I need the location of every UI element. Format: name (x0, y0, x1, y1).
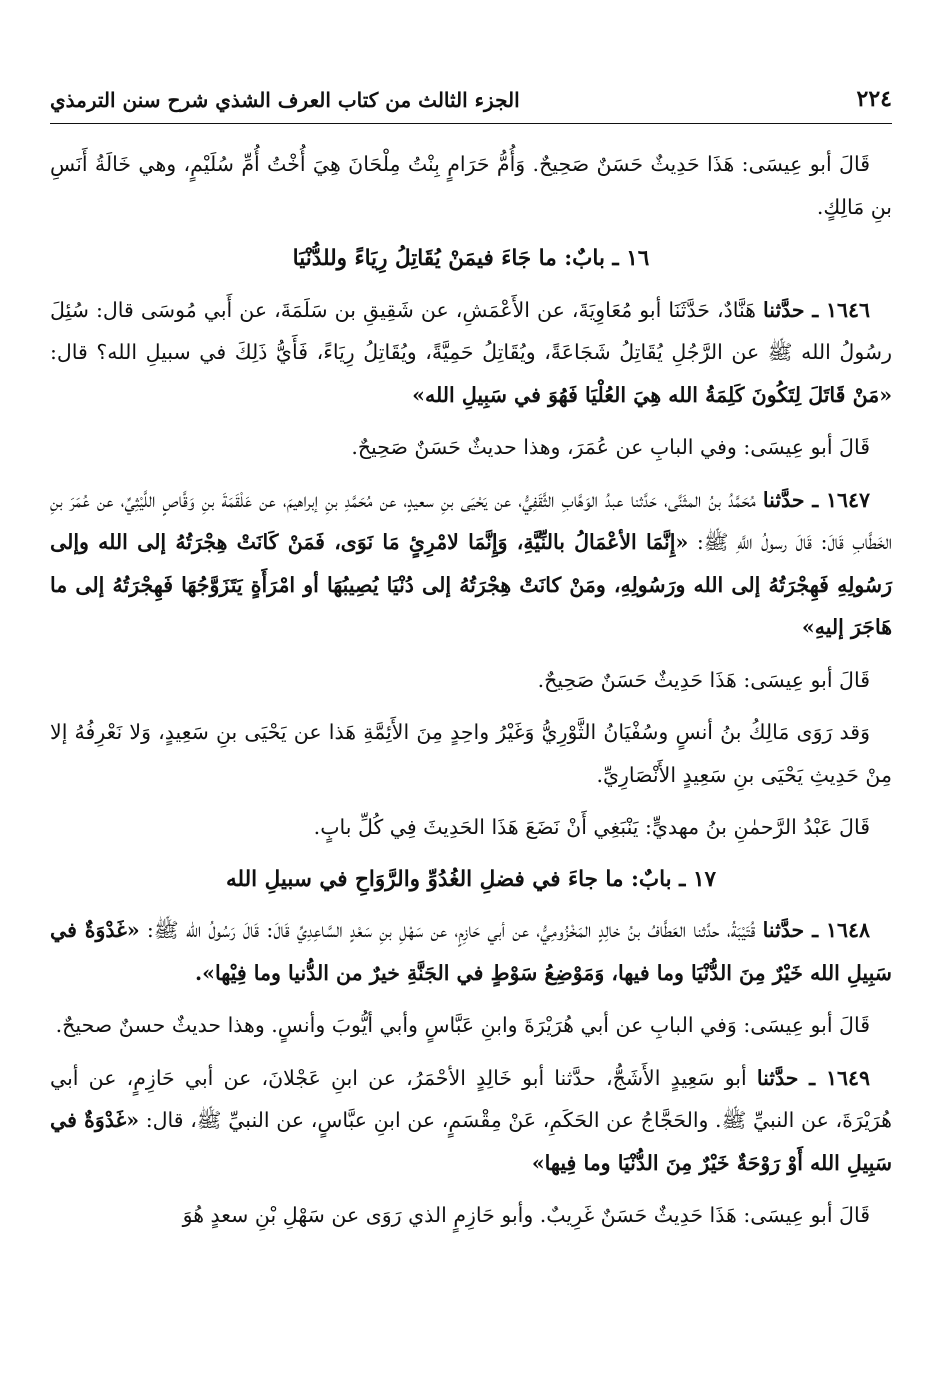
chapter-heading-17: ١٧ ـ بابٌ: ما جاءَ في فضلِ الغُدُوِّ والرَّوَاحِ في سبيلِ الله (225, 866, 717, 892)
paragraph-1: قَالَ أبو عِيسَى: هَذَا حَدِيثٌ حَسَنٌ صَحِيحٌ. وَأُمُّ حَرَامٍ بِنْتُ مِلْحَانَ هِيَ أُخْتُ أُمِّ سُلَيْمٍ، وهي خَالَةُ أَنَسِ بنِ مَالِكٍ. (50, 152, 892, 219)
book-page (50, 0, 892, 1380)
hadith-number: ١٦٤٨ ـ حدَّثنا (762, 918, 870, 942)
paragraph-4: وَقد رَوَى مَالِكُ بنُ أنسٍ وسُفْيَانُ الثَّوْرِيُّ وَغَيْرُ واحِدٍ مِنَ الأَئِمَّةِ هَذا عن يَحْيَى بنِ سَعِيدٍ، وَلا نَعْرِفُهُ إلا مِنْ حَدِيثِ يَحْيَى بنِ سَعِيدٍ الأَنْصَارِيِّ. (50, 720, 892, 787)
paragraph-3: قَالَ أبو عِيسَى: هَذَا حَدِيثٌ حَسَنٌ صَحِيحٌ. (537, 667, 870, 692)
paragraph-7: قَالَ أبو عِيسَى: هَذَا حَدِيثٌ حَسَنٌ غَرِيبٌ. وأبو حَازِمٍ الذي رَوَى عن سَهْلِ بْنِ سعدٍ هُوَ (182, 1203, 870, 1227)
hadith-matn: «غَدْوَةٌ في سَبِيلِ الله أَوْ رَوْحَةٌ خَيْرٌ مِنَ الدُّنْيَا وما فِيها» (50, 1108, 892, 1175)
page-number: ٢٢٤ (856, 86, 892, 112)
hadith-1649 (50, 1057, 892, 1185)
page-header (50, 70, 892, 112)
hadith-chain: أبو سَعِيدٍ الأَشَجُّ، حدَّثنا أبو خَالِدٍ الأحْمَرُ، عن ابنِ عَجْلانَ، عن أبي حَازِمٍ، عن أبي هُرَيْرَةَ، عن النبيِّ ﷺ. والحَجَّاجُ عن الحَكَمِ، عَنْ مِقْسَمٍ، عن ابنِ عبَّاسٍ، عن النبيِّ ﷺ، قال: (50, 1065, 892, 1132)
hadith-chain: هَنَّادٌ، حَدَّثَنَا أبو مُعَاوِيَةَ، عن الأَعْمَشِ، عن شَقِيقِ بن سَلَمَةَ، عن أَبي مُوسَى قال: سُئِلَ رسُولُ الله ﷺ عن الرَّجُلِ يُقَاتِلُ شَجَاعَةً، ويُقَاتِلُ حَمِيَّةً، ويُقَاتِلُ رِيَاءً، فَأَيُّ ذَلِكَ في سبيلِ الله؟ قال: (50, 297, 892, 364)
header-rule (50, 123, 892, 124)
hadith-1647 (50, 479, 892, 649)
paragraph-5: قَالَ عَبْدُ الرَّحمٰنِ بنُ مهديٍّ: يَنْبَغِي أَنْ نَضَعَ هَذَا الحَدِيثَ فِي كُلِّ بابٍ. (313, 815, 870, 839)
chapter-heading-16: ١٦ ـ بابٌ: ما جَاءَ فيمَنْ يُقَاتِلُ رِيَاءً وللدُّنْيَا (292, 246, 650, 271)
hadith-matn: «إِنَّمَا الأعْمَالُ بالنِّيَّةِ، وَإِنَّمَا لامْرِئٍ مَا نَوَى، فَمَنْ كَانَتْ هِجْرَتُهُ إلى الله وإلى رَسُولِهِ فَهِجْرَتُهُ إلى الله ورَسُولِهِ، ومَنْ كانَتْ هِجْرَتُهُ إلى دُنْيَا يُصِيبُهَا أو امْرَأَةٍ يَتَزَوَّجُهَا فَهِجْرَتُهُ إلى ما هَاجَرَ إليهِ» (50, 530, 892, 639)
hadith-1646 (50, 289, 892, 417)
hadith-matn: «غَدْوَةٌ في سَبِيلِ الله خَيْرٌ مِنَ الدُّنْيَا وما فيها، وَمَوْضِعُ سَوْطٍ في الجَنَّةِ خيرٌ من الدُّنيا وما فِيْها». (50, 918, 892, 985)
hadith-number: ١٦٤٦ ـ حدَّثنا (763, 297, 870, 322)
hadith-1648 (50, 909, 892, 994)
hadith-chain: قُتَيْبَةُ، حدَّثنا العَطَّافُ بنُ خالِدٍ المَخْزُومِيُّ، عن أبي حَازِمٍ، عن سَهْلِ بنِ سَعْدٍ السَّاعِدِيِّ قَالَ: قَالَ رَسُولُ الله ﷺ: (139, 918, 763, 942)
running-title: الجزء الثالث من كتاب العرف الشذي شرح سنن الترمذي (50, 88, 520, 112)
paragraph-2: قَالَ أبو عِيسَى: وفي البابِ عن عُمَرَ، وهذا حديثٌ حَسَنٌ صَحِيحٌ. (351, 435, 870, 459)
paragraph-6: قَالَ أبو عِيسَى: وَفي البابِ عن أبي هُرَيْرَةَ وابنِ عَبَّاسٍ وأبي أيُّوبَ وأنسٍ. وهذا حديثٌ حسنٌ صحيحٌ. (55, 1013, 870, 1037)
page-body (50, 143, 892, 1247)
hadith-number: ١٦٤٧ ـ حدَّثنا (762, 487, 870, 512)
hadith-chain: مُحَمَّدُ بنُ المثَنَّى، حَدَّثنا عبدُ الوَهَّابِ الثَّقَفِيُّ، عن يَحْيَى بنِ سعيدٍ، عن مُحَمَّدِ بنِ إبراهيمَ، عن عَلْقَمَةَ بنِ وَقَّاصٍ اللَّيْثِيِّ، عن عُمَرَ بنِ الخَطَّابِ قَالَ: قَالَ رسولُ اللَّهِ ﷺ: (50, 487, 892, 554)
hadith-number: ١٦٤٩ ـ حدَّثنا (756, 1065, 870, 1090)
hadith-matn: «مَنْ قَاتَلَ لِتَكُونَ كَلِمَةُ الله هِيَ العُلْيَا فَهُوَ في سَبِيلِ الله» (412, 382, 892, 407)
